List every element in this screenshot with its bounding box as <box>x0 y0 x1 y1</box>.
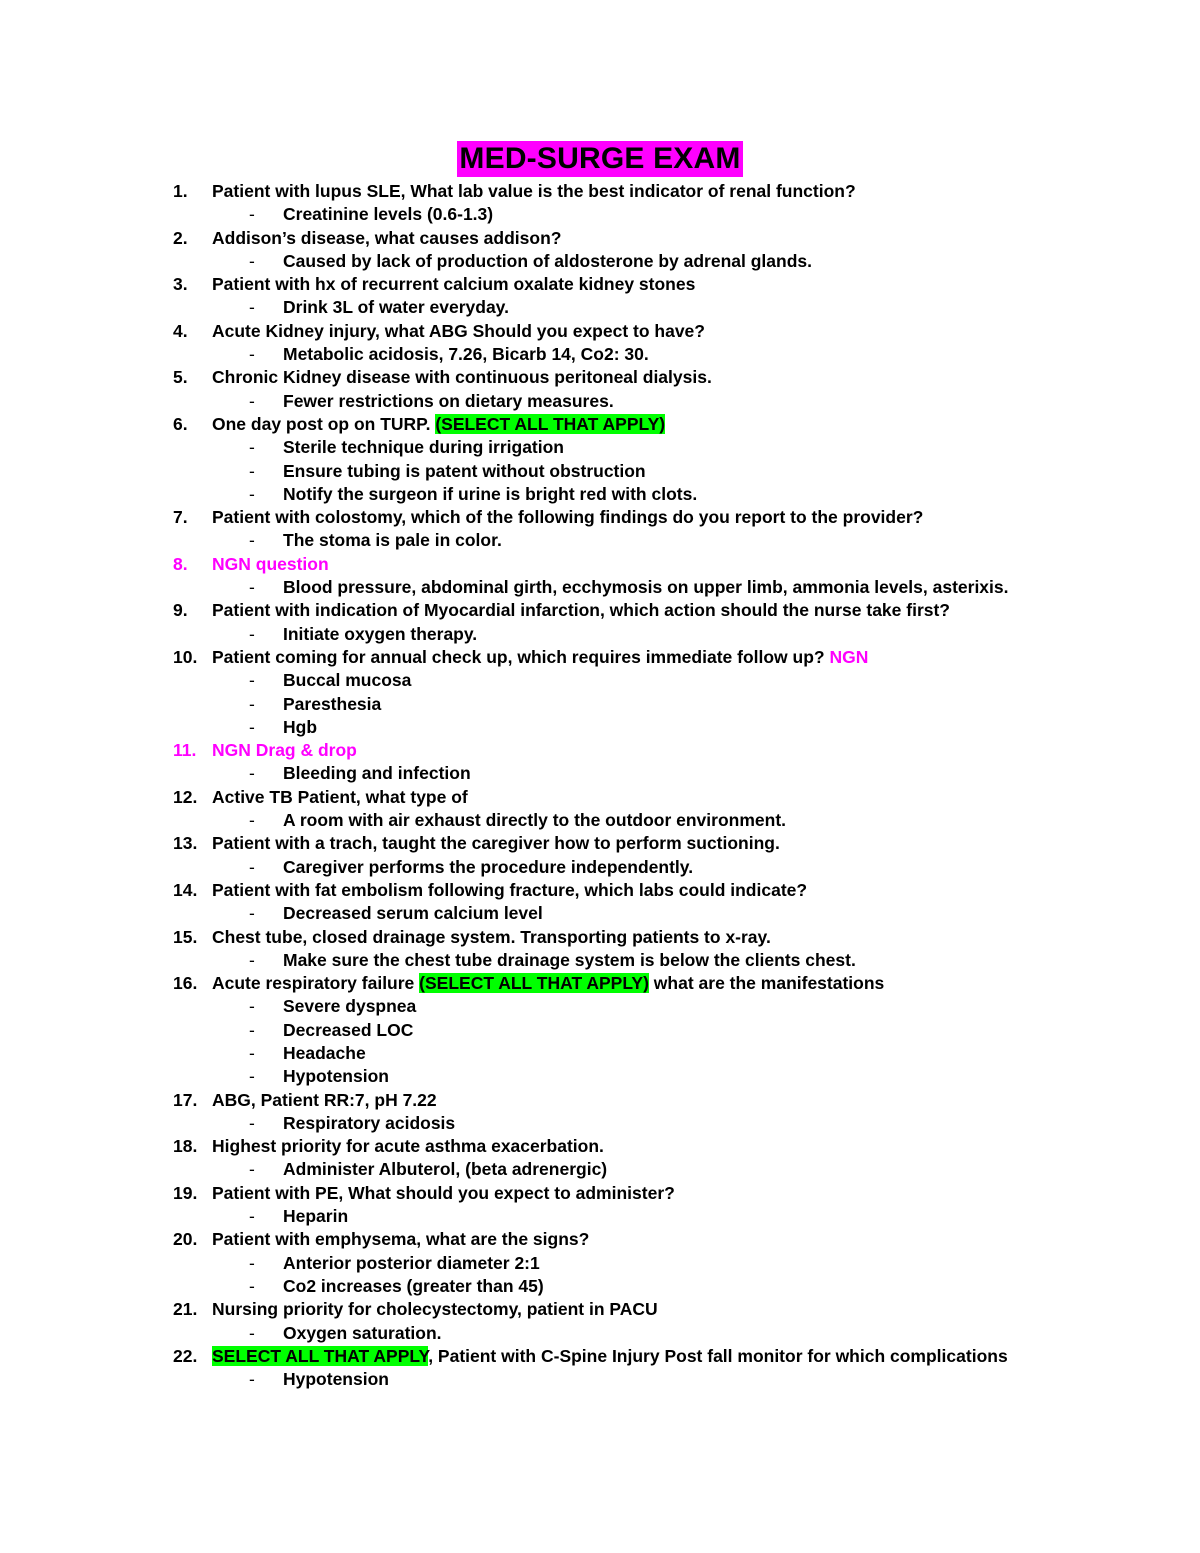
question-text: Highest priority for acute asthma exacerbation. <box>212 1136 604 1157</box>
answer-item <box>0 716 1200 739</box>
answer-bullet: - <box>249 693 255 714</box>
question-item <box>0 506 1200 529</box>
question-item <box>0 832 1200 855</box>
question-text-part: , Patient with C-Spine Injury Post fall monitor for which complications <box>428 1345 1008 1366</box>
answer-bullet: - <box>249 483 255 504</box>
answer-bullet: - <box>249 623 255 644</box>
answer-text: Paresthesia <box>283 693 382 714</box>
answer-bullet: - <box>249 1369 255 1390</box>
question-item <box>0 786 1200 809</box>
question-text: Chest tube, closed drainage system. Transporting patients to x-ray. <box>212 926 771 947</box>
answer-item <box>0 902 1200 925</box>
question-number: 2. <box>173 227 188 248</box>
question-number: 14. <box>173 879 198 900</box>
answer-text: Hypotension <box>283 1369 389 1390</box>
answer-item <box>0 390 1200 413</box>
question-number: 18. <box>173 1136 198 1157</box>
answer-item <box>0 809 1200 832</box>
answer-item <box>0 1252 1200 1275</box>
question-item <box>0 1182 1200 1205</box>
question-text: Patient with lupus SLE, What lab value is the best indicator of renal function? <box>212 181 856 201</box>
answer-item <box>0 669 1200 692</box>
answer-item <box>0 623 1200 646</box>
question-number: 9. <box>173 600 188 621</box>
answer-bullet: - <box>249 996 255 1017</box>
question-number: 3. <box>173 274 188 295</box>
answer-text: Headache <box>283 1042 366 1063</box>
answer-text: Blood pressure, abdominal girth, ecchymosis on upper limb, ammonia levels, asterixis. <box>283 577 1009 598</box>
answer-item <box>0 343 1200 366</box>
question-number: 7. <box>173 507 188 528</box>
answer-item <box>0 203 1200 226</box>
question-number: 15. <box>173 926 198 947</box>
question-number: 4. <box>173 320 188 341</box>
question-item <box>0 227 1200 250</box>
answer-item <box>0 436 1200 459</box>
question-list <box>0 180 1200 1391</box>
answer-text: Co2 increases (greater than 45) <box>283 1275 544 1296</box>
question-number: 13. <box>173 833 198 854</box>
ngn-tag: NGN <box>829 646 869 667</box>
answer-bullet: - <box>249 437 255 458</box>
answer-item <box>0 1042 1200 1065</box>
answer-bullet: - <box>249 1206 255 1227</box>
question-text: ABG, Patient RR:7, pH 7.22 <box>212 1089 437 1110</box>
question-number: 19. <box>173 1182 198 1203</box>
question-text: Patient with a trach, taught the caregiver how to perform suctioning. <box>212 833 780 854</box>
answer-bullet: - <box>249 250 255 271</box>
question-text <box>212 413 665 436</box>
question-item <box>0 599 1200 622</box>
question-number: 5. <box>173 367 188 388</box>
answer-bullet: - <box>249 344 255 365</box>
answer-item <box>0 576 1200 599</box>
answer-item <box>0 995 1200 1018</box>
answer-text: Fewer restrictions on dietary measures. <box>283 390 614 411</box>
answer-text: Respiratory acidosis <box>283 1112 456 1133</box>
answer-bullet: - <box>249 763 255 784</box>
question-item <box>0 413 1200 436</box>
question-item <box>0 1135 1200 1158</box>
question-number: 16. <box>173 973 198 994</box>
answer-item <box>0 483 1200 506</box>
answer-item <box>0 1019 1200 1042</box>
answer-item <box>0 1275 1200 1298</box>
question-item <box>0 972 1200 995</box>
answer-item <box>0 1112 1200 1135</box>
answer-bullet: - <box>249 1322 255 1343</box>
question-item <box>0 1298 1200 1321</box>
question-number: 8. <box>173 553 188 574</box>
question-text: NGN Drag & drop <box>212 740 357 761</box>
question-text: Patient with colostomy, which of the following findings do you report to the provider? <box>212 507 924 528</box>
answer-text: Caused by lack of production of aldosterone by adrenal glands. <box>283 250 812 271</box>
question-item <box>0 366 1200 389</box>
answer-bullet: - <box>249 856 255 877</box>
answer-text: A room with air exhaust directly to the outdoor environment. <box>283 810 787 831</box>
question-text <box>212 972 884 995</box>
question-number: 11. <box>173 740 197 761</box>
question-text-part: Acute respiratory failure <box>212 973 420 994</box>
answer-text: Caregiver performs the procedure independently. <box>283 856 694 877</box>
answer-bullet: - <box>249 297 255 318</box>
answer-text: Ensure tubing is patent without obstruction <box>283 460 646 481</box>
answer-text: Make sure the chest tube drainage system is below the clients chest. <box>283 949 856 970</box>
answer-text: Sterile technique during irrigation <box>283 437 564 458</box>
answer-bullet: - <box>249 716 255 737</box>
question-text: Chronic Kidney disease with continuous peritoneal dialysis. <box>212 367 712 388</box>
question-number: 1. <box>173 181 188 201</box>
question-text-part: Patient coming for annual check up, which requires immediate follow up? <box>212 646 830 667</box>
answer-text: Anterior posterior diameter 2:1 <box>283 1252 540 1273</box>
answer-bullet: - <box>249 460 255 481</box>
question-text: Patient with indication of Myocardial infarction, which action should the nurse take first? <box>212 600 950 621</box>
answer-item <box>0 1065 1200 1088</box>
answer-text: Creatinine levels (0.6-1.3) <box>283 204 494 225</box>
question-item <box>0 553 1200 576</box>
question-number: 6. <box>173 413 188 434</box>
select-all-highlight: SELECT ALL THAT APPLY <box>212 1345 429 1366</box>
question-number: 20. <box>173 1229 198 1250</box>
question-text <box>212 1345 1008 1368</box>
question-item <box>0 1089 1200 1112</box>
question-item <box>0 926 1200 949</box>
question-text: Nursing priority for cholecystectomy, patient in PACU <box>212 1299 658 1320</box>
answer-text: Initiate oxygen therapy. <box>283 623 478 644</box>
answer-text: Decreased LOC <box>283 1019 414 1040</box>
select-all-highlight: (SELECT ALL THAT APPLY) <box>419 973 649 994</box>
question-text: Patient with hx of recurrent calcium oxalate kidney stones <box>212 274 696 295</box>
answer-item <box>0 1158 1200 1181</box>
question-text-part: One day post op on TURP. <box>212 413 436 434</box>
page-title: MED-SURGE EXAM <box>459 142 741 175</box>
question-item <box>0 646 1200 669</box>
answer-item <box>0 949 1200 972</box>
question-text: Active TB Patient, what type of <box>212 786 468 807</box>
answer-bullet: - <box>249 1066 255 1087</box>
question-item <box>0 879 1200 902</box>
question-item <box>0 273 1200 296</box>
question-item <box>0 739 1200 762</box>
answer-text: Bleeding and infection <box>283 763 471 784</box>
answer-bullet: - <box>249 1252 255 1273</box>
question-number: 22. <box>173 1345 198 1366</box>
answer-text: Severe dyspnea <box>283 996 417 1017</box>
answer-item <box>0 529 1200 552</box>
answer-text: Drink 3L of water everyday. <box>283 297 509 318</box>
select-all-highlight: (SELECT ALL THAT APPLY) <box>435 413 666 434</box>
question-text <box>212 646 868 669</box>
answer-item <box>0 460 1200 483</box>
answer-item <box>0 693 1200 716</box>
answer-bullet: - <box>249 577 255 598</box>
question-number: 10. <box>173 646 198 667</box>
answer-text: Notify the surgeon if urine is bright red with clots. <box>283 483 698 504</box>
question-text: Patient with emphysema, what are the signs? <box>212 1229 590 1250</box>
answer-bullet: - <box>249 1159 255 1180</box>
answer-bullet: - <box>249 1042 255 1063</box>
answer-item <box>0 1368 1200 1391</box>
answer-bullet: - <box>249 810 255 831</box>
answer-item <box>0 1205 1200 1228</box>
answer-item <box>0 296 1200 319</box>
answer-text: Oxygen saturation. <box>283 1322 442 1343</box>
answer-bullet: - <box>249 1275 255 1296</box>
answer-text: Hgb <box>283 716 318 737</box>
answer-text: The stoma is pale in color. <box>283 530 502 551</box>
question-item <box>0 1228 1200 1251</box>
answer-item <box>0 1322 1200 1345</box>
question-number: 17. <box>173 1089 198 1110</box>
question-item <box>0 180 1200 203</box>
question-text: Patient with PE, What should you expect to administer? <box>212 1182 675 1203</box>
question-text: Patient with fat embolism following fracture, which labs could indicate? <box>212 879 808 900</box>
question-text: Addison’s disease, what causes addison? <box>212 227 562 248</box>
answer-bullet: - <box>249 204 255 225</box>
answer-item <box>0 762 1200 785</box>
answer-text: Metabolic acidosis, 7.26, Bicarb 14, Co2: 30. <box>283 344 649 365</box>
answer-text: Hypotension <box>283 1066 389 1087</box>
answer-item <box>0 250 1200 273</box>
question-text: Acute Kidney injury, what ABG Should you expect to have? <box>212 320 705 341</box>
answer-bullet: - <box>249 390 255 411</box>
answer-text: Buccal mucosa <box>283 670 412 691</box>
answer-bullet: - <box>249 1019 255 1040</box>
answer-text: Decreased serum calcium level <box>283 903 543 924</box>
question-number: 21. <box>173 1299 198 1320</box>
question-number: 12. <box>173 786 198 807</box>
question-item <box>0 320 1200 343</box>
answer-item <box>0 856 1200 879</box>
answer-text: Administer Albuterol, (beta adrenergic) <box>283 1159 608 1180</box>
question-text: NGN question <box>212 553 329 574</box>
answer-text: Heparin <box>283 1206 349 1227</box>
answer-bullet: - <box>249 670 255 691</box>
question-text-part: what are the manifestations <box>648 973 885 994</box>
question-item <box>0 1345 1200 1368</box>
answer-bullet: - <box>249 949 255 970</box>
answer-bullet: - <box>249 1112 255 1133</box>
answer-bullet: - <box>249 530 255 551</box>
answer-bullet: - <box>249 903 255 924</box>
